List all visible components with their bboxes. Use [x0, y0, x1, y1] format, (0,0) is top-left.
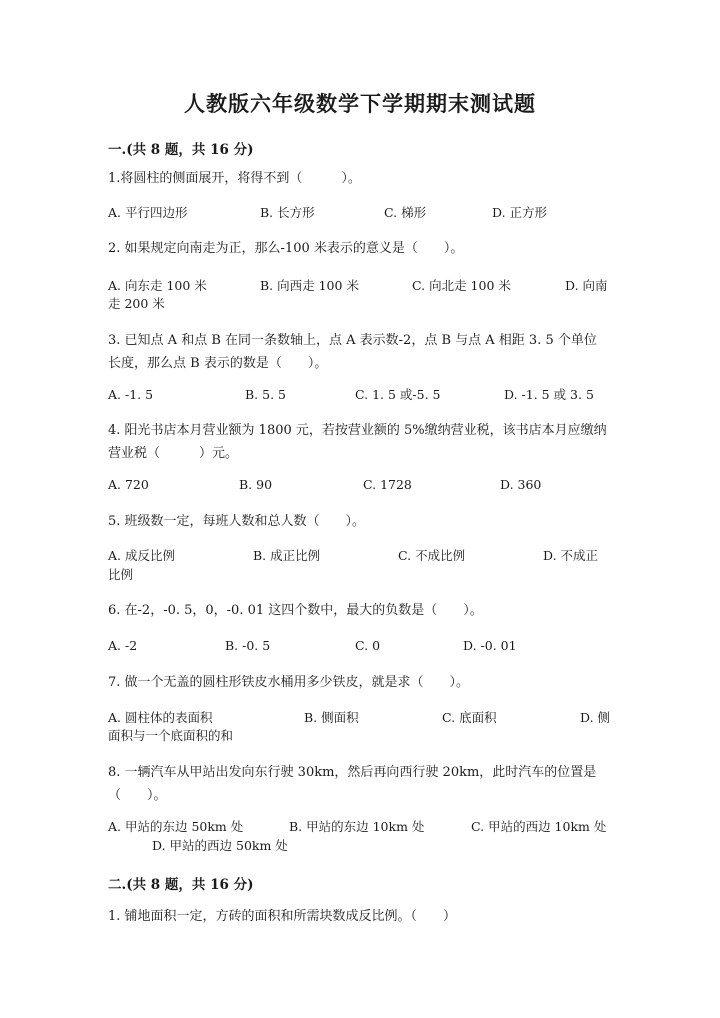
options-2	[108, 276, 613, 296]
option-b: B. -0. 5	[225, 638, 271, 653]
section-heading-1: 一.(共 8 题，共 16 分)	[108, 142, 254, 158]
section-heading-2: 二.(共 8 题，共 16 分)	[108, 877, 254, 893]
option-a: A. 平行四边形	[108, 205, 188, 220]
question-7: 7. 做一个无盖的圆柱形铁皮水桶用多少铁皮，就是求（ ）。	[108, 675, 470, 690]
question-3: 3. 已知点 A 和点 B 在同一条数轴上，点 A 表示数-2，点 B 与点 A 相距 3. 5 个单位长度，那么点 B 表示的数是（ ）。	[108, 333, 597, 371]
option-c: C. 1728	[363, 477, 412, 492]
options-4	[108, 475, 613, 495]
option-d: D. -0. 01	[463, 638, 517, 653]
option-b: B. 成正比例	[253, 548, 321, 563]
options-1	[108, 203, 613, 223]
option-a: A. 成反比例	[108, 548, 175, 563]
option-c: C. 1. 5 或-5. 5	[355, 387, 441, 402]
option-c: C. 底面积	[442, 710, 497, 725]
option-d: D. 不成正	[543, 548, 599, 563]
option-d: D. -1. 5 或 3. 5	[504, 387, 594, 402]
option-b: B. 5. 5	[245, 387, 286, 402]
option-b: B. 向西走 100 米	[260, 278, 359, 293]
option-b: B. 甲站的东边 10km 处	[289, 819, 425, 834]
option-b: B. 侧面积	[304, 710, 359, 725]
option-a: A. 向东走 100 米	[108, 278, 207, 293]
question-4: 4. 阳光书店本月营业额为 1800 元，若按营业额的 5%缴纳营业税，该书店本月应缴纳营业税（ ）元。	[108, 423, 607, 461]
options-6	[108, 636, 613, 656]
option-a: A. 720	[108, 477, 149, 492]
option-c: C. 0	[355, 638, 381, 653]
options-5	[108, 546, 613, 566]
part2-question-1: 1. 铺地面积一定，方砖的面积和所需块数成反比例。（ ）	[108, 909, 457, 924]
question-5: 5. 班级数一定，每班人数和总人数（ ）。	[108, 514, 366, 529]
option-d: D. 向南	[565, 278, 608, 293]
options-7-wrap: 面积与一个底面积的和	[108, 728, 234, 743]
option-b: B. 90	[239, 477, 273, 492]
option-c: C. 不成比例	[398, 548, 466, 563]
page-title: 人教版六年级数学下学期期末测试题	[184, 91, 536, 116]
options-2-wrap: 走 200 米	[108, 296, 165, 311]
options-7	[108, 708, 613, 728]
option-c: C. 向北走 100 米	[412, 278, 511, 293]
option-d: D. 360	[500, 477, 542, 492]
option-d: D. 侧	[580, 710, 611, 725]
option-a: A. -2	[108, 638, 138, 653]
question-6: 6. 在-2，-0. 5，0，-0. 01 这四个数中，最大的负数是（ ）。	[108, 603, 483, 618]
question-2: 2. 如果规定向南走为正，那么-100 米表示的意义是（ ）。	[108, 241, 464, 256]
options-8-wrap: D. 甲站的西边 50km 处	[152, 838, 288, 853]
option-c: C. 甲站的西边 10km 处	[471, 819, 607, 834]
option-b: B. 长方形	[260, 205, 315, 220]
options-8	[108, 817, 613, 837]
option-c: C. 梯形	[384, 205, 427, 220]
option-d: D. 正方形	[492, 205, 548, 220]
question-8: 8. 一辆汽车从甲站出发向东行驶 30km，然后再向西行驶 20km，此时汽车的位置是（ ）。	[108, 765, 597, 803]
option-a: A. 甲站的东边 50km 处	[108, 819, 244, 834]
options-5-wrap: 比例	[108, 567, 134, 582]
option-a: A. -1. 5	[108, 387, 154, 402]
question-1: 1.将圆柱的侧面展开，将得不到（ ）。	[108, 171, 361, 186]
options-3	[108, 385, 613, 405]
option-a: A. 圆柱体的表面积	[108, 710, 213, 725]
